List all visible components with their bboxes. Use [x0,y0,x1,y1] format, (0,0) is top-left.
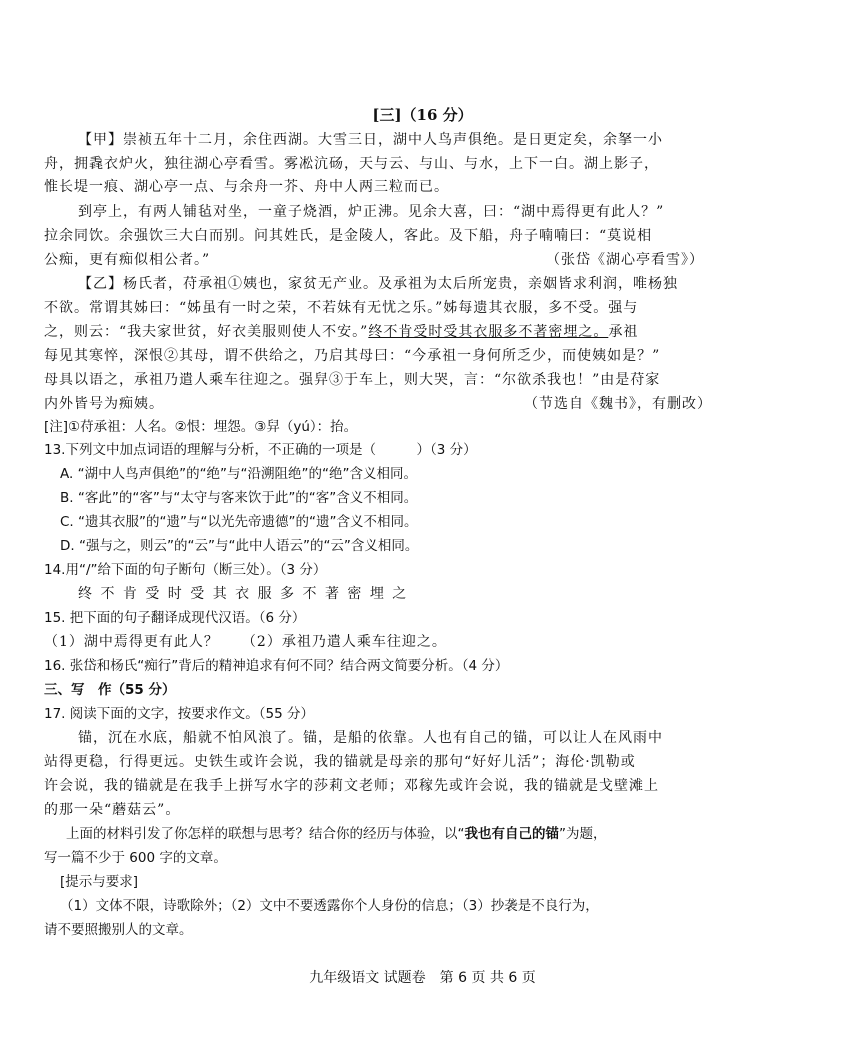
footnote: [注]①苻承祖：人名。②恨：埋怨。③舁（yú）：抬。 [44,419,358,435]
jia-p2-line1: 到亭上，有两人铺毡对坐，一童子烧酒，炉正沸。见余大喜，曰：“湖中焉得更有此人？” [78,204,665,220]
yi-source: （节选自《魏书》，有删改） [524,396,712,412]
jia-p1-line1: 【甲】崇祯五年十二月，余住西湖。大雪三日，湖中人鸟声俱绝。是日更定矣，余拏一小 [78,132,663,148]
jia-p1-line3: 惟长堤一痕、湖心亭一点、与余舟一芥、舟中人两三粒而已。 [44,179,449,195]
q13-option-c: C. “遗其衣服”的“遗”与“以光先帝遗德”的“遗”含义不相同。 [60,514,418,530]
yi-line5: 母具以语之，承祖乃遣人乘车往迎之。强舁③于车上，则大哭，言：“尔欲杀我也！”由是苻家 [44,372,661,388]
jia-p2-line2: 拉余同饮。余强饮三大白而别。问其姓氏，是金陵人，客此。及下船，舟子喃喃曰：“莫说相 [44,228,653,244]
q14-sentence: 终 不 肯 受 时 受 其 衣 服 多 不 著 密 埋 之 [78,586,409,602]
q17-stem: 17. 阅读下面的文字，按要求作文。（55 分） [44,706,314,722]
q13-option-d: D. “强与之，则云”的“云”与“此中人语云”的“云”含义相同。 [60,538,419,554]
q15-items: （1）湖中焉得更有此人？ （2）承祖乃遣人乘车往迎之。 [44,634,447,650]
q17-requirement-line2: 写一篇不少于 600 字的文章。 [44,850,227,866]
q17-req-start: 上面的材料引发了你怎样的联想与思考？结合你的经历与体验，以“ [66,826,465,842]
yi-line6: 内外皆号为痴姨。 [44,396,164,412]
q17-material-line3: 许会说，我的锚就是在我手上拼写水字的莎莉文老师；邓稼先或许会说，我的锚就是戈壁滩上 [44,778,659,794]
q15-stem: 15. 把下面的句子翻译成现代汉语。（6 分） [44,610,306,626]
q17-requirement-line1 [66,825,607,843]
essay-title: 我也有自己的锚 [464,826,559,842]
q13-option-a: A. “湖中人鸟声俱绝”的“绝”与“沿溯阻绝”的“绝”含义相同。 [60,466,418,482]
yi-line4: 每见其寒悴，深恨②其母，谓不供给之，乃启其母曰：“今承祖一身何所乏少，而使姨如是？” [44,348,661,364]
yi-line3-start: 之，则云：“我夫家世贫，好衣美服则使人不安。” [44,324,369,340]
jia-source: （张岱《湖心亭看雪》） [546,252,704,268]
tips-line1: （1）文体不限，诗歌除外；（2）文中不要透露你个人身份的信息；（3）抄袭是不良行为， [60,898,599,914]
q17-material-line4: 的那一朵“蘑菇云”。 [44,802,181,818]
tips-line2: 请不要照搬别人的文章。 [44,922,193,938]
yi-line2: 不欲。常谓其姊曰：“姊虽有一时之荣，不若妹有无忧之乐。”姊每遗其衣服，多不受。强与 [44,300,639,316]
q13-stem: 13.下列文中加点词语的理解与分析，不正确的一项是（ ）（3 分） [44,442,477,458]
jia-p2-line3: 公痴，更有痴似相公者。” [44,252,211,268]
underlined-sentence: 终不肯受时受其衣服多不著密埋之。 [368,324,609,340]
tips-title: [提示与要求] [60,874,139,890]
q13-option-b: B. “客此”的“客”与“太守与客来饮于此”的“客”含义不相同。 [60,490,418,506]
q16-stem: 16. 张岱和杨氏“痴行”背后的精神追求有何不同？结合两文简要分析。（4 分） [44,658,509,674]
q17-req-end: ”为题， [559,826,607,842]
yi-line1: 【乙】杨氏者，苻承祖①姨也，家贫无产业。及承祖为太后所宠贵，亲姻皆求利润，唯杨独 [78,276,678,292]
page-footer: 九年级语文 试题卷 第 6 页 共 6 页 [309,970,536,986]
yi-line3-end: 承祖 [608,324,639,340]
q17-material-line2: 站得更稳，行得更远。史铁生或许会说，我的锚就是母亲的那句“好好儿活”；海伦·凯勒或 [44,754,636,770]
q14-stem: 14.用“/”给下面的句子断句（断三处）。（3 分） [44,562,327,578]
part3-heading: 三、写 作（55 分） [44,682,176,698]
section-title: [三]（16 分） [372,106,473,124]
q17-material-line1: 锚，沉在水底，船就不怕风浪了。锚，是船的依靠。人也有自己的锚，可以让人在风雨中 [78,730,663,746]
jia-p1-line2: 舟，拥毳衣炉火，独往湖心亭看雪。雾凇沆砀，天与云、与山、与水，上下一白。湖上影子， [44,156,659,172]
yi-line3 [44,323,638,341]
